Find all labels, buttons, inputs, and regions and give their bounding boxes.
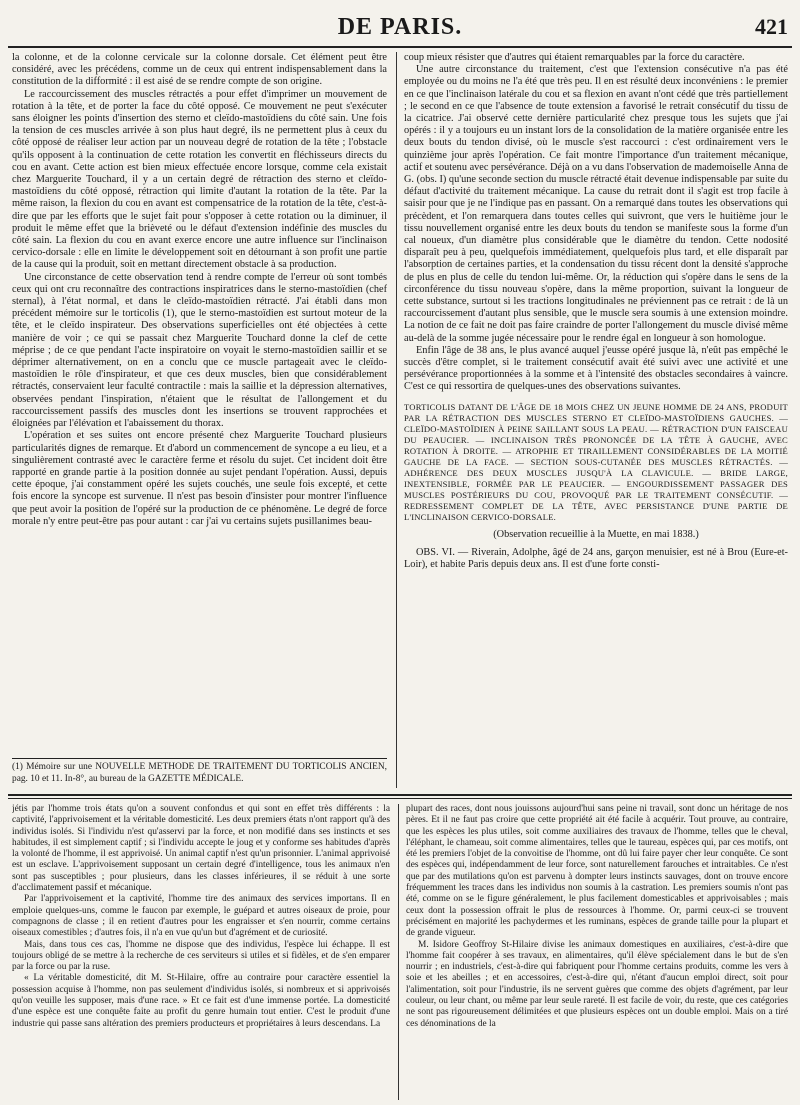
page-number: 421 xyxy=(755,14,788,39)
paragraph: OBS. VI. — Riverain, Adolphe, âgé de 24 ans, garçon menuisier, est né à Brou (Eure-et-Loir), et habite Paris depuis deux ans. Il est d'une forte consti- xyxy=(404,546,788,571)
paragraph: Enfin l'âge de 38 ans, le plus avancé auquel j'eusse opéré jusque là, n'eût pas empêché le succès d'être complet, si le traitement consécutif avait été suivi avec une activité et une persévérance proportionnées à la somme et à l'intensité des obstacles secondaires à vaincre. C'est ce qui ressortira de quelques-unes des observations suivantes. xyxy=(404,344,788,393)
paragraph: coup mieux résister que d'autres qui étaient remarquables par la force du caractère. xyxy=(404,52,745,63)
footnote-rule xyxy=(12,758,387,759)
paragraph: Le raccourcissement des muscles rétractés a pour effet d'imprimer un mouvement de rotation à la tête, et de porter la face du côté opposé. Ce mouvement ne peut s'exécuter sans éloigner les points d'insertion des sterno et cleïdo-mastoïdiens du côté sain. Une fois la tension de ces muscles arrivée à son plus haut degré, ils ne permettent plus à ceux du côté opposé de réaliser leur action par un nouveau degré de rotation de la tête ; l'obstacle qu'ils opposent à la continuation de cette rotation les convertit en fléchisseurs directs du cou en avant. Cette action est bien mieux effectuée encore lorsque, comme cela existait chez Marguerite Touchard, il y a un certain degré de rétraction des sterno et cleïdo-mastoïdiens du côté opposé, rétraction qui limite d'autant la rotation de la tête. Par la même raison, la flexion du cou en avant est compensatrice de la rotation de la tête, c'est-à-dire que par les efforts que le sujet fait pour s'opposer à cette rotation ou la diminuer, il produit le même effet que la brièveté ou le défaut d'extension indéfinie des muscles du côté sain. La flexion du cou en avant exerce encore une autre influence sur l'inclinaison cervico-dorsale : elle en limite le développement soit en détournant à son profit une partie de la cause qui la produit, soit en mettant directement obstacle à sa production. xyxy=(12,88,387,271)
paragraph: jétis par l'homme trois états qu'on a souvent confondus et qui sont en effet très différents : la captivité, l'apprivoisement et la véritable domesticité. Les deux premiers états n'ont rapport qu'à des individus isolés. Si l'individu n'est qu'asservi par la force, et non modifié dans ses instincts et ses habitudes, il est simplement captif ; si l'individu accepte le joug et y conforme ses habitudes d'après la volonté de l'homme, il est apprivoisé. Un animal captif n'est qu'un prisonnier. L'animal apprivoisé est un esclave. L'apprivoisement supposant un certain degré d'intelligence, tous les animaux n'en sont pas susceptibles ; pour plusieurs, dans les classes inférieures, il se réduit à une sorte d'acclimatement passif et mécanique. xyxy=(12,804,390,894)
column-divider xyxy=(396,52,397,788)
top-right-column xyxy=(404,52,788,790)
top-left-column xyxy=(12,52,387,752)
case-title: TORTICOLIS DATANT DE L'ÂGE DE 18 MOIS CHEZ UN JEUNE HOMME DE 24 ANS, PRODUIT PAR LA RÉTRACTION DES MUSCLES STERNO ET CLEÏDO-MASTOÏDIENS GAUCHES. — CLEÏDO-MASTOÏDIEN À PEINE SAILLANT SOUS LA PEAU. — RÉTRACTION D'UN FAISCEAU DU PEAUCIER. — INCLINAISON TRÈS PRONONCÉE DE LA TÊTE À GAUCHE, AVEC ROTATION À DROITE. — ATROPHIE ET TIRAILLEMENT CONSIDÉRABLES DE LA MOITIÉ GAUCHE DE LA FACE. — SECTION SOUS-CUTANÉE DES MUSCLES RÉTRACTÉS. — ADHÉRENCE DES DEUX MUSCLES JUSQU'À LA CLAVICULE. — BRIDE LARGE, INEXTENSIBLE, FORMÉE PAR LE PEAUCIER. — ENGOURDISSEMENT PASSAGER DES MUSCLES POSTÉRIEURS DU COU, PROVOQUÉ PAR LE TRAITEMENT CONSÉCUTIF. — REDRESSEMENT COMPLET DE LA TÊTE, AVEC PERSISTANCE D'UNE PARTIE DE L'INCLINAISON CERVICO-DORSALE. xyxy=(404,401,788,522)
bottom-right-column xyxy=(406,804,788,1100)
paragraph: Par l'apprivoisement et la captivité, l'homme tire des animaux des services importans. Il en emploie quelques-uns, comme le faucon par exemple, le guépard et autres oiseaux de proie, pour compagnons de classe ; il en retient d'autres pour les engraisser et s'en nourrir, comme certains oiseaux comestibles ; d'autres fois, il n'a en vue qu'un but d'agrément et de curiosité. xyxy=(12,894,390,939)
footnote: (1) Mémoire sur une NOUVELLE MÉTHODE DE TRAITEMENT DU TORTICOLIS ANCIEN, pag. 10 et 11. In-8°, au bureau de la GAZETTE MÉDICALE. xyxy=(12,762,387,784)
paragraph: Une autre circonstance du traitement, c'est que l'extension consécutive n'a pas été employée ou du moins ne l'a été que très peu. Il en est résulté deux inconvéniens : le premier en ce que l'inclinaison latérale du cou et sa flexion en avant n'ont cédé que très partiellement ; le second en ce que l'absence de toute extension a favorisé le retrait consécutif du tissu de la cicatrice. J'ai observé cette dernière particularité chez presque tous les sujets que j'ai opérés : il y a toujours eu un instant lors de la consolidation de la matière organisée entre les deux bouts du tendon divisé, où le muscle s'est raccourci : c'est ordinairement vers le quinzième jour après l'opération. Ce fait montre l'importance d'un traitement mécanique, actif et soutenu avec persévérance. Déjà on a vu dans l'observation de mademoiselle Anna de G. (obs. I) qu'une seconde section du muscle rétracté était devenue indispensable par suite du défaut d'activité du traitement mécanique. La cause du retrait dont il s'agit est trop facile à saisir pour que je ne l'indique pas en passant. On a remarqué dans toutes les observations qui précèdent, et l'on remarquera dans toutes celles qui suivront, que vers le huitième jour le tissu nouvellement organisé entre les deux bouts du tendon se manifeste sous la forme d'un cal noueux, d'un diamètre plus considérable que le diamètre du tendon. Cette nodosité disparaît peu à peu, quelquefois immédiatement, quelquefois plus tard, et elle disparaît par l'absorption de certaines parties, et la condensation du tissu récent dont la densité s'approche de plus en plus de celle du tendon lui-même. Or, la réduction qui s'opère dans le sens de la circonférence du tissu nouveau s'opère, dans la même proportion, suivant la longueur de cette substance, surtout si les tractions longitudinales ne préviennent pas ce retrait : de là un raccourcissement d'autant plus sensible, que le muscle sera soumis à une extension moindre. La notion de ce fait ne doit pas faire craindre de porter l'allongement du muscle divisé même au-delà de la somme jugée nécessaire pour le rendre égal en longueur à son homologue. xyxy=(404,64,788,344)
footnote-area xyxy=(12,762,387,788)
header-rule xyxy=(8,46,792,48)
paragraph: Mais, dans tous ces cas, l'homme ne dispose que des individus, l'espèce lui échappe. Il est toujours obligé de se mettre à la recherche de ces serviteurs si utiles et si fidèles, et de s'en emparer par la force ou par la ruse. xyxy=(12,939,390,973)
running-title: DE PARIS. xyxy=(337,14,463,40)
paragraph: la colonne, et de la colonne cervicale sur la colonne dorsale. Cet élément peut être considéré, avec les précédens, comme un de ceux qui entrent indispensablement dans la constitution de la difformité : il est aisé de se rendre compte de son origine. xyxy=(12,52,387,88)
paragraph: plupart des races, dont nous jouissons aujourd'hui sans peine ni travail, sont donc un héritage de nos pères. Et il ne faut pas croire que cette propriété ait été facile à acquérir. Tout prouve, au contraire, que les espèces les plus utiles, soit comme auxiliaires des travaux de l'homme, telles que le cheval, l'éléphant, le chameau, soit comme alimentaires, telles que le taureau, espèces qui, par ces motifs, ont été les premiers l'objet de la convoitise de l'homme, ont dû lui faire payer cher leur conquête. Ce sont des espèces qui, indépendamment de leur force, sont naturellement farouches et intraitables. Ce n'est que par des mutilations qu'on est parvenu à dompter leurs instincts sauvages, dont on trouve encore fréquemment les traces dans les individus non soumis à la castration. Les premiers soumis n'ont pas été, comme on se le figure généralement, le plus facilement domesticables et apprivoisables ; mais ceux dont la possession offrait le plus de ressources à l'homme. Or, parmi ceux-ci se trouvent précisément en majorité les pachydermes et les ruminans, espèces de grande taille pour la plupart et de grande vigueur. xyxy=(406,804,788,939)
page-header xyxy=(0,0,800,42)
paragraph: Une circonstance de cette observation tend à rendre compte de l'erreur où sont tombés ceux qui ont cru reconnaître des contractions inspiratrices dans le sterno-mastoïdien (chef sternal), à l'état normal, et dans le cleïdo-mastoïdien rétracté. J'ai établi dans mon précédent mémoire sur le torticolis (1), que le sterno-mastoïdien est surtout moteur de la tête, et le cleïdo inspirateur. Des observations superficielles ont été objectées à cette manière de voir ; ce qui se passait chez Marguerite Touchard donne la clef de cette méprise ; de ce que pendant l'acte inspiratoire on voyait le sterno-mastoïdien saillir et se déprimer alternativement, on en a conclu que ce muscle partageait avec le cleïdo-mastoïdien le rôle d'inspirateur, et que ces deux muscles, bien que considérablement rétractés, conservaient leur faculté contractile : mais la saillie et la dépression alternatives, observées pendant l'inspiration, n'étaient que le résultat de l'allongement et du raccourcissement passifs des muscles dont les insertions se trouvent rapprochées et éloignées par l'élévation et l'abaissement du thorax. xyxy=(12,271,387,430)
paragraph: M. Isidore Geoffroy St-Hilaire divise les animaux domestiques en auxiliaires, c'est-à-dire que l'homme fait coopérer à ses travaux, en alimentaires, qu'il élève spécialement dans le but de s'en nourrir ; en industriels, c'est-à-dire qui fabriquent pour l'homme certains produits, comme les vers à soie et les abeilles ; et en accessoires, c'est-à-dire qui, n'étant d'aucun emploi direct, soit pour l'alimentation, soit pour l'industrie, ils ne servent guères que comme des objets d'agrément, par leur couleur, ou leur chant, ou même par leur seule rareté. Il est facile de voir, du reste, que ces catégories ne sont pas rigoureusement délimitées et que plusieurs espèces ont un double emploi. Mais on a tiré ces dénominations de la xyxy=(406,939,788,1029)
paragraph: L'opération et ses suites ont encore présenté chez Marguerite Touchard plusieurs particularités dignes de remarque. Et d'abord un commencement de syncope a eu lieu, et a singulièrement contrasté avec le caractère ferme et résolu du sujet. Cet incident doit être rapporté en grande partie à la position donnée au sujet pendant l'opération. Aussi, depuis cette époque, j'ai constamment opéré les sujets couchés, une seule fois excepté, et cette fois encore la syncope est survenue. Il n'est pas besoin d'insister pour montrer l'influence que peut avoir la position de l'opéré sur la production de ce phénomène. Le degré de force morale n'y entre peut-être pas pour autant : car j'ai vu certains sujets pusillanimes beau- xyxy=(12,430,387,527)
case-note: (Observation recueillie à la Muette, en mai 1838.) xyxy=(493,528,699,540)
feuilleton-rule-thin xyxy=(8,798,792,799)
feuilleton-rule xyxy=(8,794,792,796)
paragraph: « La véritable domesticité, dit M. St-Hilaire, offre au contraire pour caractère essentiel la possession acquise à l'homme, non pas seulement d'individus isolés, si nombreux et si apprivoisés qu'on veuille les supposer, mais d'une race. » Et ce fait est d'une immense portée. La domesticité d'une espèce est une conquête faite au profit du genre humain tout entier. C'est le produit d'une industrie qui passe sans altération des premiers producteurs et propriétaires à leurs descendans. La xyxy=(12,973,390,1029)
bottom-left-column xyxy=(12,804,390,1100)
column-divider xyxy=(398,804,399,1100)
